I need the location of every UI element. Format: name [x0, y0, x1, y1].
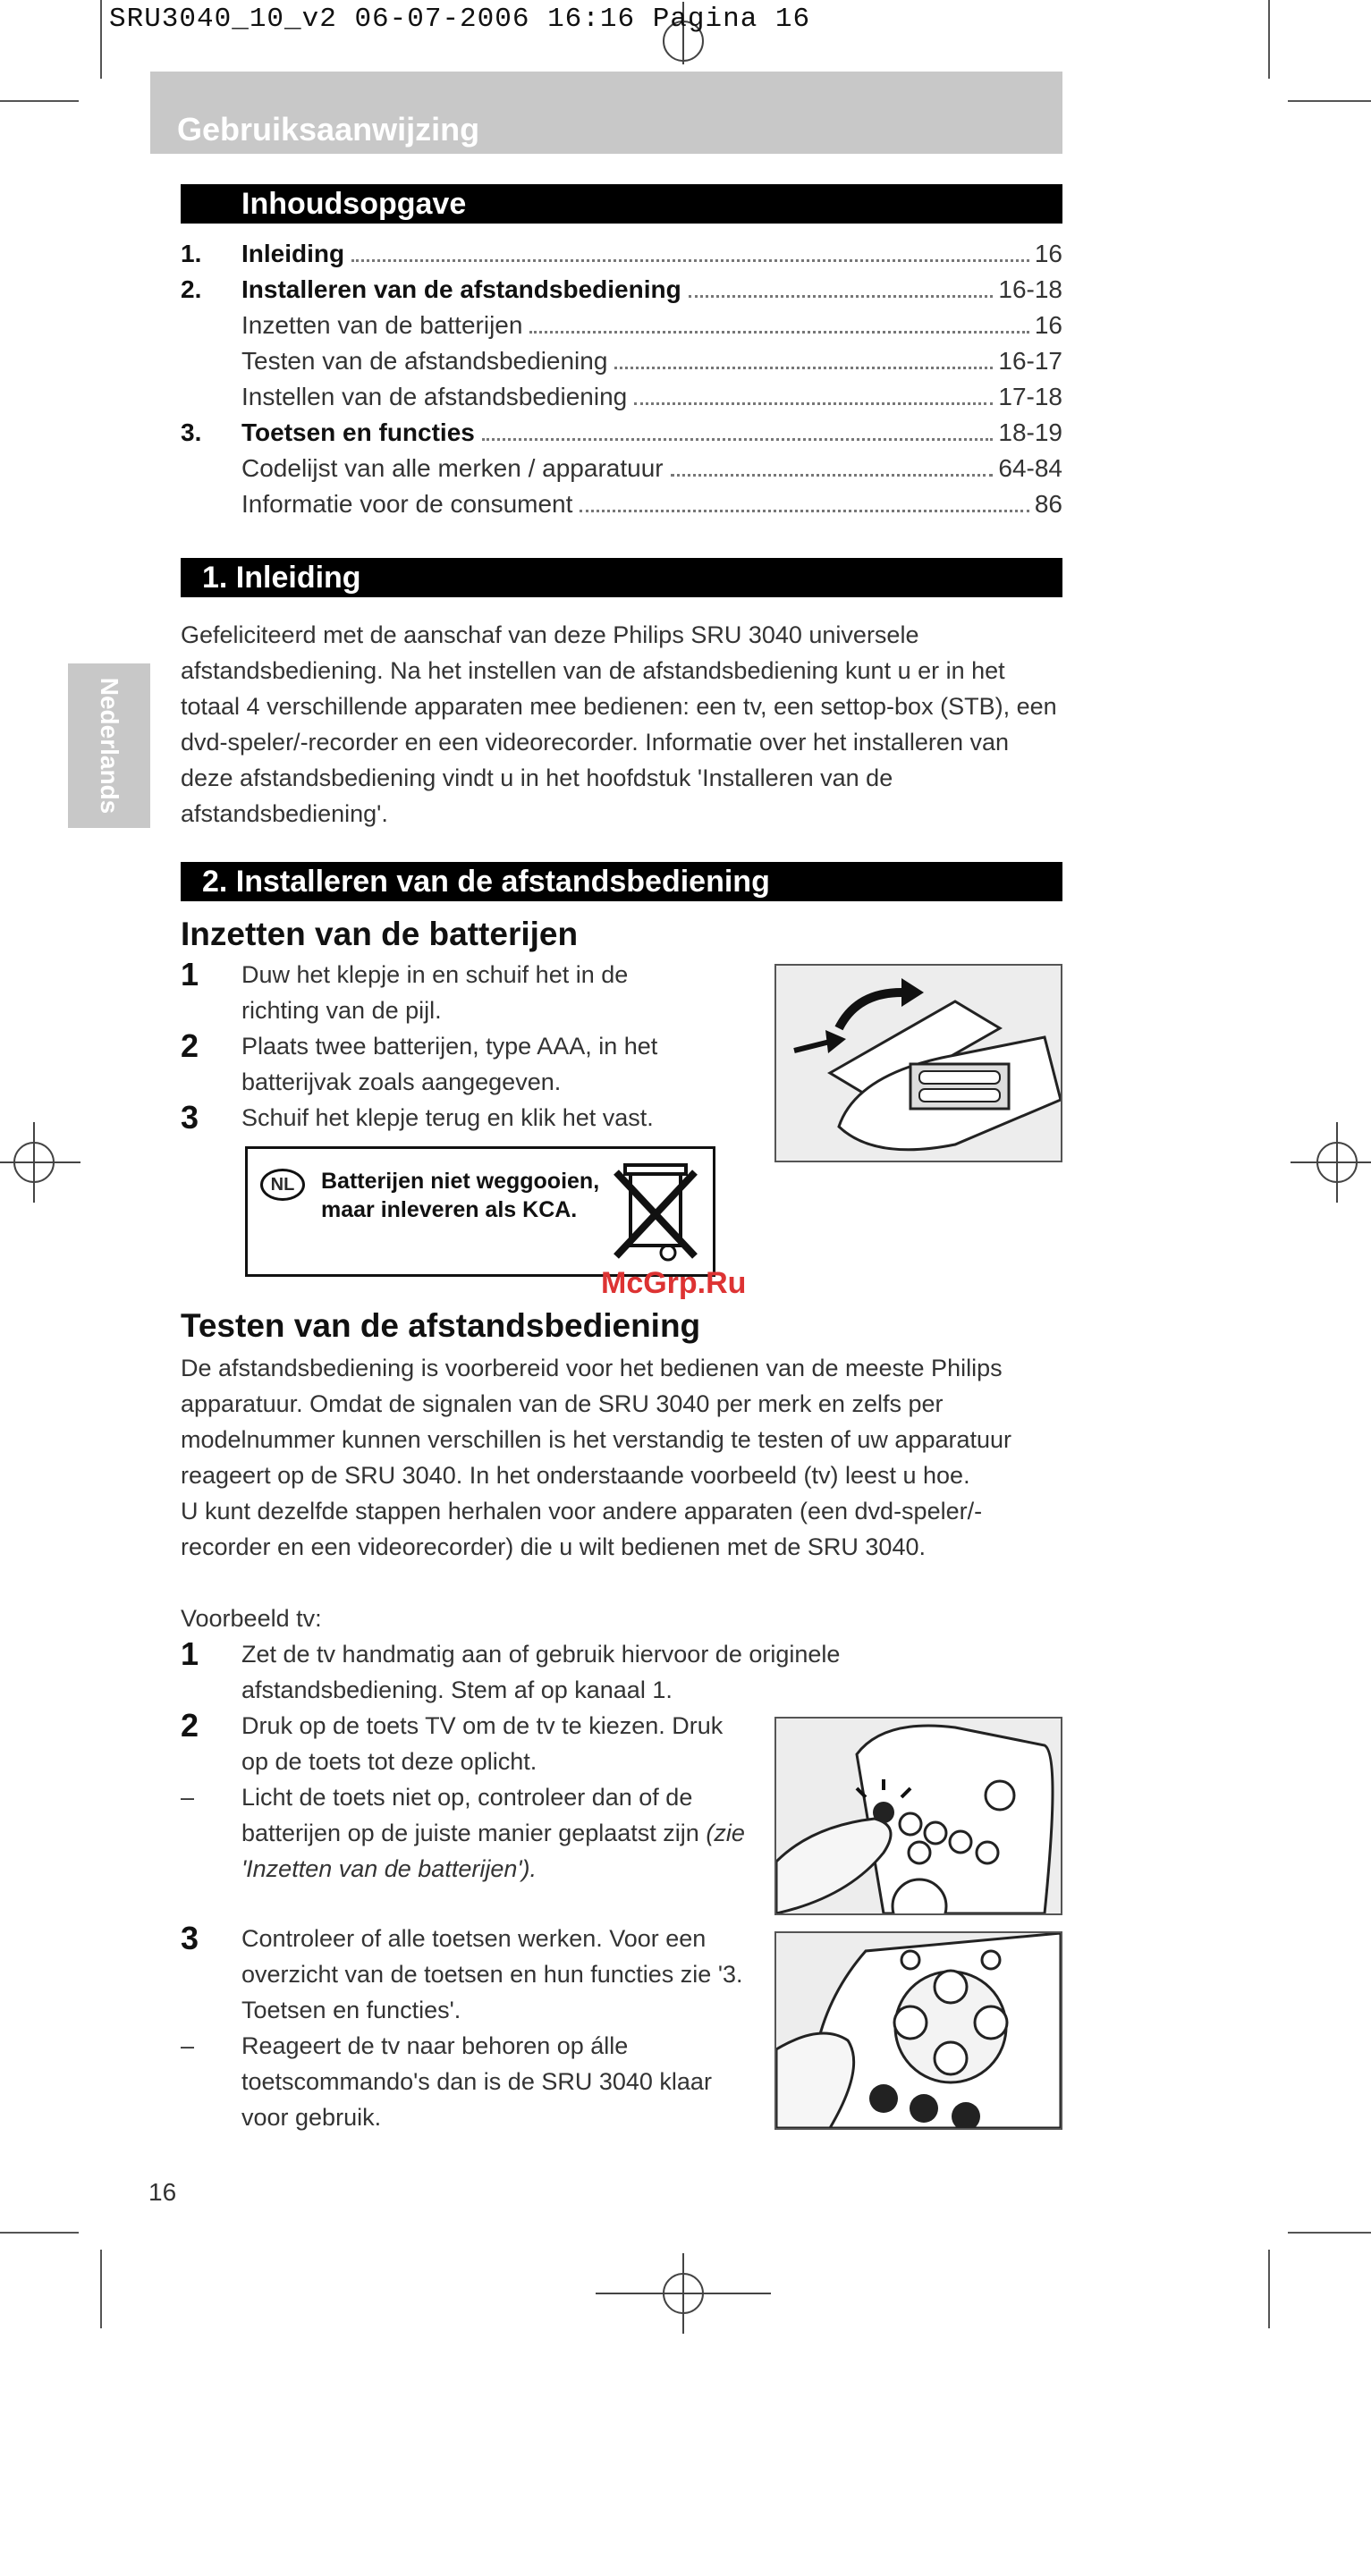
- remote-battery-icon: [776, 966, 1061, 1161]
- toc-leader: [351, 259, 1029, 262]
- kca-notice: [245, 1146, 715, 1277]
- remote-tv-key-icon: [776, 1719, 1061, 1913]
- list-item: [181, 1100, 681, 1136]
- toc-heading: Inhoudsopgave: [181, 184, 1062, 224]
- registration-mark-icon: [0, 1122, 80, 1203]
- watermark: McGrp.Ru: [601, 1266, 747, 1300]
- battery-illustration: [774, 964, 1062, 1162]
- crop-mark: [100, 0, 102, 79]
- kca-line-2: maar inleveren als KCA.: [321, 1197, 578, 1222]
- crossed-bin-icon: [605, 1153, 704, 1267]
- crop-mark: [1288, 2232, 1371, 2234]
- test-step-3: [181, 1921, 753, 2135]
- step-text: Duw het klepje in en schuif het in de richting van de pijl.: [241, 961, 629, 1024]
- toc-leader: [614, 367, 993, 369]
- toc-title: Instellen van de afstandsbediening: [241, 383, 628, 410]
- subheading-batterijen: Inzetten van de batterijen: [181, 916, 579, 952]
- registration-mark-icon: [596, 2253, 771, 2334]
- registration-mark-icon: [1291, 1122, 1371, 1203]
- toc-leader: [689, 295, 994, 298]
- note-body: Licht de toets niet op, controleer dan of de batterijen op de juiste manier geplaatst zijn: [241, 1784, 699, 1846]
- toc-title: Informatie voor de consument: [241, 490, 573, 518]
- toc-page: 16: [1034, 311, 1062, 339]
- toc-title: Inzetten van de batterijen: [241, 311, 523, 339]
- header-title: Gebruiksaanwijzing: [177, 111, 480, 148]
- toc-number: 3.: [181, 418, 202, 446]
- step-number: 3: [181, 1099, 199, 1136]
- toc-row[interactable]: [181, 275, 1062, 311]
- toc-page: 16-17: [998, 347, 1062, 375]
- crop-mark: [1288, 100, 1371, 102]
- language-tab: [68, 663, 150, 828]
- toc-leader: [671, 474, 994, 477]
- crop-mark: [100, 2250, 102, 2328]
- toc-leader: [634, 402, 993, 405]
- print-slug: SRU3040_10_v2 06-07-2006 16:16 Pagina 16: [109, 4, 811, 35]
- toc-row[interactable]: [181, 418, 1062, 454]
- toc-row[interactable]: [181, 347, 1062, 383]
- subheading-testen: Testen van de afstandsbediening: [181, 1307, 701, 1344]
- list-item: [181, 1028, 681, 1100]
- toc-page: 86: [1034, 490, 1062, 518]
- toc-leader: [529, 331, 1028, 334]
- toc-number: 2.: [181, 275, 202, 303]
- crop-mark: [0, 100, 79, 102]
- keypad-illustration: [774, 1931, 1062, 2130]
- toc-title: Installeren van de afstandsbediening: [241, 275, 681, 303]
- toc-number: 1.: [181, 240, 202, 267]
- note-text: Reageert de tv naar behoren op álle toetscommando's dan is de SRU 3040 klaar voor gebruik.: [241, 2032, 712, 2131]
- toc-row[interactable]: [181, 311, 1062, 347]
- table-of-contents: [181, 240, 1062, 526]
- toc-page: 17-18: [998, 383, 1062, 410]
- step-number: 3: [181, 1920, 199, 1956]
- note-text: [241, 1779, 753, 1887]
- test-step-1: [181, 1636, 896, 1708]
- list-item: [181, 1779, 753, 1887]
- toc-leader: [580, 510, 1028, 512]
- crop-mark: [0, 2232, 79, 2234]
- step-number: 2: [181, 1707, 199, 1744]
- note-reference: (zie 'Inzetten van de batterijen').: [241, 1820, 745, 1882]
- toc-page: 18-19: [998, 418, 1062, 446]
- list-item: [181, 1708, 753, 1779]
- toc-title: Testen van de afstandsbediening: [241, 347, 608, 375]
- toc-title: Inleiding: [241, 240, 345, 267]
- header-bar: [150, 72, 1062, 154]
- toc-leader: [482, 438, 994, 441]
- step-number: 1: [181, 1635, 199, 1672]
- toc-row[interactable]: [181, 240, 1062, 275]
- tv-key-illustration: [774, 1717, 1062, 1915]
- crop-mark: [1268, 0, 1270, 79]
- testing-paragraph-1: De afstandsbediening is voorbereid voor het bedienen van de meeste Philips apparatuur. Omdat de signalen van de SRU 3040 per merk en zelfs per modelnummer kunnen verschillen is het verstandig te testen of uw apparatuur reageert op de SRU 3040. In het onderstaande voorbeeld (tv) leest u hoe.: [181, 1355, 1012, 1489]
- intro-paragraph: Gefeliciteerd met de aanschaf van deze Philips SRU 3040 universele afstandsbediening. Na het instellen van de afstandsbediening kunt u er in het totaal 4 verschillende apparaten mee bedienen: een tv, een settop-box (STB), een dvd-speler/-recorder en een videorecorder. Informatie over het installeren van deze afstandsbediening vindt u in het hoofdstuk 'Installeren van de afstandsbediening'.: [181, 621, 1057, 827]
- crop-mark: [1268, 2250, 1270, 2328]
- dash: –: [181, 1784, 195, 1811]
- step-number: 2: [181, 1027, 199, 1064]
- step-number: 1: [181, 956, 199, 992]
- step-text: Druk op de toets TV om de tv te kiezen. Druk op de toets tot deze oplicht.: [241, 1712, 724, 1775]
- list-item: [181, 957, 681, 1028]
- kca-text: [321, 1167, 599, 1224]
- toc-row[interactable]: [181, 454, 1062, 490]
- nl-badge: NL: [260, 1169, 305, 1201]
- dash: –: [181, 2032, 195, 2059]
- step-text: Zet de tv handmatig aan of gebruik hiervoor de originele afstandsbediening. Stem af op kanaal 1.: [241, 1641, 841, 1703]
- toc-page: 16: [1034, 240, 1062, 267]
- remote-keypad-icon: [776, 1933, 1061, 2128]
- section-heading-inleiding: 1. Inleiding: [181, 558, 1062, 597]
- step-text: Schuif het klepje terug en klik het vast.: [241, 1104, 654, 1131]
- toc-row[interactable]: [181, 383, 1062, 418]
- toc-title: Toetsen en functies: [241, 418, 475, 446]
- step-text: Plaats twee batterijen, type AAA, in het batterijvak zoals aangegeven.: [241, 1033, 658, 1095]
- testing-paragraph-2: U kunt dezelfde stappen herhalen voor andere apparaten (een dvd-speler/-recorder en een videorecorder) die u wilt bedienen met de SRU 3040.: [181, 1498, 983, 1560]
- list-item: [181, 1636, 896, 1708]
- example-label: Voorbeeld tv:: [181, 1605, 322, 1632]
- section-heading-installeren: 2. Installeren van de afstandsbediening: [181, 862, 1062, 901]
- test-step-2: [181, 1708, 753, 1887]
- step-text: Controleer of alle toetsen werken. Voor een overzicht van de toetsen en hun functies zie '3. Toetsen en functies'.: [241, 1925, 743, 2023]
- toc-page: 16-18: [998, 275, 1062, 303]
- toc-page: 64-84: [998, 454, 1062, 482]
- list-item: [181, 2028, 753, 2135]
- list-item: [181, 1921, 753, 2028]
- battery-steps: [181, 957, 681, 1136]
- kca-line-1: Batterijen niet weggooien,: [321, 1169, 600, 1194]
- toc-row[interactable]: [181, 490, 1062, 526]
- language-tab-label: Nederlands: [96, 677, 123, 815]
- toc-title: Codelijst van alle merken / apparatuur: [241, 454, 664, 482]
- page-number: 16: [148, 2178, 177, 2206]
